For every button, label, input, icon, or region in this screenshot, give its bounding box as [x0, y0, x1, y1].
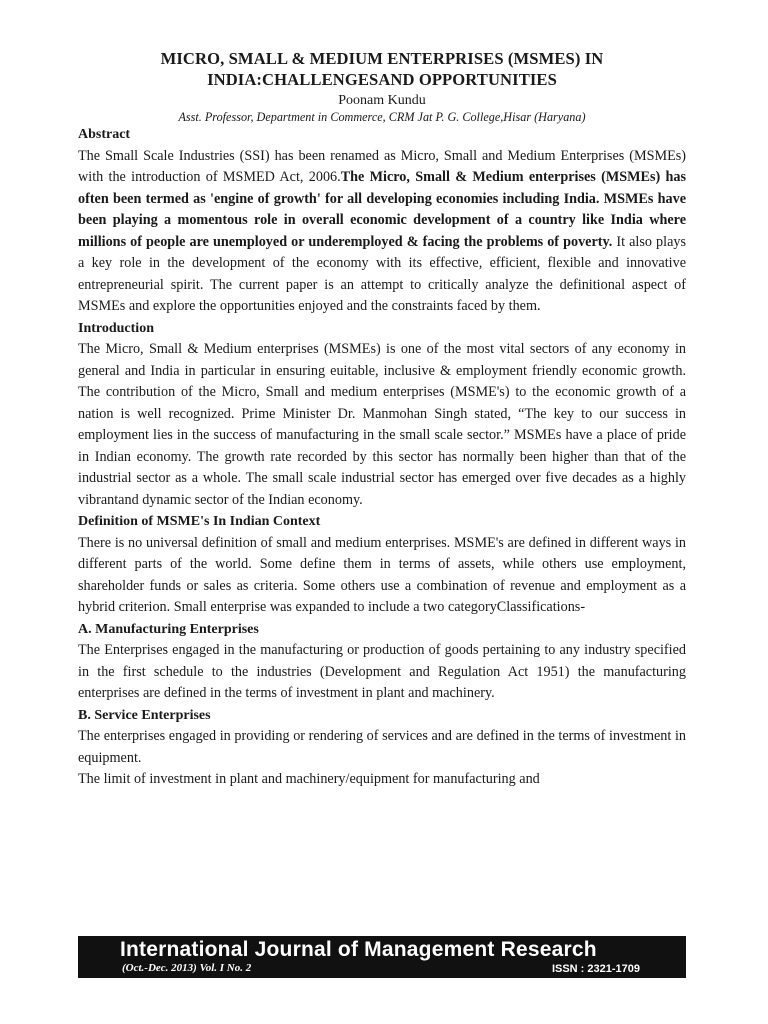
- definition-paragraph: There is no universal definition of small and medium enterprises. MSME's are defined in different ways in different parts of the world. Some define them in terms of assets, while others use employment, shareholder funds or sales as criteria. Some others use a combination of revenue and employment as a hybrid criterion. Small enterprise was expanded to include a two categoryClassifications-: [78, 534, 686, 615]
- journal-issn: ISSN : 2321-1709: [551, 963, 640, 975]
- title-line-1: MICRO, SMALL & MEDIUM ENTERPRISES (MSMES) IN: [160, 49, 604, 68]
- introduction-heading: Introduction: [78, 320, 154, 336]
- author-affiliation: Asst. Professor, Department in Commerce, CRM Jat P. G. College,Hisar (Haryana): [178, 110, 586, 124]
- journal-name: International Journal of Management Research: [120, 938, 597, 961]
- paper-title: [78, 48, 686, 90]
- service-heading: B. Service Enterprises: [78, 707, 211, 723]
- journal-issue: (Oct.-Dec. 2013) Vol. I No. 2: [122, 962, 252, 974]
- introduction-paragraph: The Micro, Small & Medium enterprises (MSMEs) is one of the most vital sectors of any economy in general and India in particular in ensuring euitable, inclusive & employment friendly economic growth. The contribution of the Micro, Small and medium enterprises (MSME's) to the economic growth of a nation is well recognized. Prime Minister Dr. Manmohan Singh stated, “The key to our success in employment lies in the success of manufacturing in the small scale sector.” MSMEs have a place of pride in Indian economy. The growth rate recorded by this sector has normally been higher than that of the industrial sector as a whole. The small scale industrial sector has emerged over five decades as a highly vibrantand dynamic sector of the Indian economy.: [78, 341, 686, 508]
- author-name: Poonam Kundu: [338, 93, 426, 108]
- journal-footer: [78, 936, 686, 978]
- service-paragraph: The enterprises engaged in providing or rendering of services and are defined in the terms of investment in equipment.: [78, 728, 686, 766]
- definition-heading: Definition of MSME's In Indian Context: [78, 514, 321, 529]
- title-line-2: INDIA:CHALLENGESAND OPPORTUNITIES: [207, 70, 557, 89]
- abstract-heading: Abstract: [78, 127, 131, 142]
- abstract-text-1: The Small Scale Industries (SSI) has been renamed as Micro, Small and Medium Enterprises (MSMEs) with the introduction of MSMED Act, 2006.: [78, 147, 686, 185]
- abstract-text-bold: The Micro, Small & Medium enterprises (MSMEs) has often been termed as 'engine of growth' for all developing economies including India. MSMEs have been playing a momentous role in overall economic development of a country like India where millions of people are unemployed or underemployed & facing the problems of poverty.: [78, 169, 687, 250]
- service-paragraph-2: The limit of investment in plant and machinery/equipment for manufacturing and: [78, 771, 540, 787]
- abstract-text-2: It also plays a key role in the development of the economy with its effective, efficient, flexible and innovative entrepreneurial spirit. The current paper is an attempt to critically analyze the definitional aspect of MSMEs and explore the opportunities enjoyed and the constraints faced by them.: [78, 233, 686, 314]
- paper-page: [78, 48, 686, 791]
- abstract-paragraph: [78, 146, 686, 318]
- manufacturing-paragraph: The Enterprises engaged in the manufacturing or production of goods pertaining to any industry specified in the first schedule to the industries (Development and Regulation Act 1951) the manufacturing enterprises are defined in the terms of investment in plant and machinery.: [78, 642, 686, 701]
- manufacturing-heading: A. Manufacturing Enterprises: [78, 621, 259, 637]
